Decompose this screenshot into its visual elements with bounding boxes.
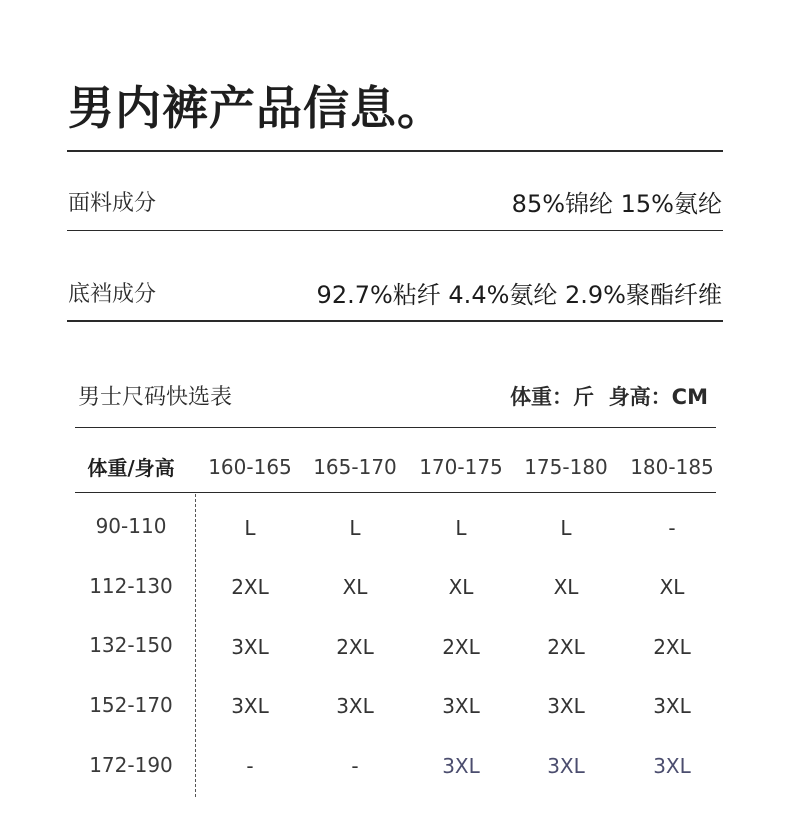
weight-row-label: 172-190 (89, 753, 173, 777)
title-divider (67, 150, 723, 152)
size-chart-header (78, 380, 708, 411)
size-cell: L (349, 516, 361, 540)
size-cell: 2XL (336, 635, 374, 659)
size-cell: 3XL (442, 694, 480, 718)
size-cell: 2XL (653, 635, 691, 659)
weight-row-label: 152-170 (89, 693, 173, 717)
size-cell: XL (448, 575, 474, 599)
spec-label: 面料成分 (68, 191, 157, 216)
size-cell: - (668, 516, 676, 540)
size-chart-title: 男士尺码快选表 (78, 385, 233, 410)
height-header: 165-170 (313, 455, 397, 479)
size-cell: L (244, 516, 256, 540)
size-cell: 3XL (653, 694, 691, 718)
table-header-rule (75, 492, 716, 493)
spec-label: 底裆成分 (68, 282, 157, 307)
spec-divider (67, 320, 723, 322)
size-cell: - (246, 754, 254, 778)
weight-row-label: 112-130 (89, 574, 173, 598)
size-cell: 3XL (547, 754, 585, 778)
size-cell: 3XL (547, 694, 585, 718)
spec-divider (67, 230, 723, 231)
size-cell: 3XL (336, 694, 374, 718)
size-cell: - (351, 754, 359, 778)
height-header: 160-165 (208, 455, 292, 479)
height-header: 180-185 (630, 455, 714, 479)
page-title: 男内裤产品信息。 (68, 81, 444, 135)
size-cell: 2XL (547, 635, 585, 659)
height-header: 170-175 (419, 455, 503, 479)
size-cell: 3XL (231, 694, 269, 718)
size-chart-unit: 体重：斤 身高：CM (510, 384, 708, 409)
table-dashed-separator (195, 494, 196, 797)
table-corner-label: 体重/身高 (87, 456, 175, 480)
weight-row-label: 132-150 (89, 633, 173, 657)
spec-value: 92.7%粘纤 4.4%氨纶 2.9%聚酯纤维 (316, 281, 722, 309)
size-cell: L (560, 516, 572, 540)
size-cell: 3XL (442, 754, 480, 778)
size-cell: XL (659, 575, 685, 599)
size-cell: L (455, 516, 467, 540)
spec-row-gusset (68, 275, 722, 310)
spec-value: 85%锦纶 15%氨纶 (511, 190, 722, 218)
table-top-rule (75, 427, 716, 428)
size-cell: 3XL (653, 754, 691, 778)
size-cell: 2XL (442, 635, 480, 659)
weight-row-label: 90-110 (95, 514, 167, 538)
height-header: 175-180 (524, 455, 608, 479)
size-cell: 2XL (231, 575, 269, 599)
size-cell: XL (553, 575, 579, 599)
size-cell: XL (342, 575, 368, 599)
spec-row-fabric (68, 184, 722, 219)
size-cell: 3XL (231, 635, 269, 659)
